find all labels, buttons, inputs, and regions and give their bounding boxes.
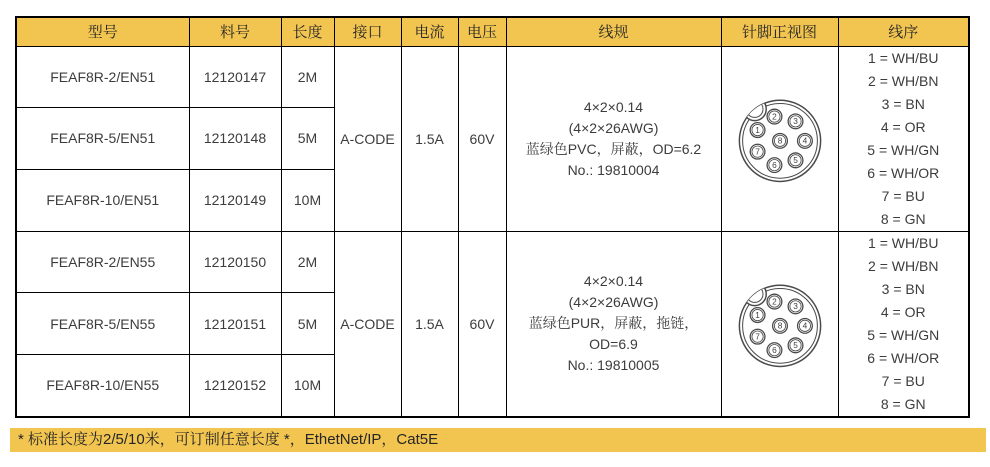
header-current: 电流 bbox=[401, 17, 458, 46]
part-no-cell: 12120152 bbox=[189, 355, 281, 417]
wire-spec-line: (4×2×26AWG) bbox=[568, 119, 659, 136]
svg-text:7: 7 bbox=[754, 146, 760, 157]
header-length: 长度 bbox=[281, 17, 334, 46]
wire-order-line: 3 = BN bbox=[881, 95, 925, 112]
part-no-cell: 12120150 bbox=[189, 231, 281, 293]
m12-8pin-connector-diagram bbox=[732, 276, 828, 372]
model-cell: FEAF8R-2/EN51 bbox=[16, 46, 189, 108]
header-interface: 接口 bbox=[334, 17, 401, 46]
length-cell: 5M bbox=[281, 293, 334, 355]
svg-text:4: 4 bbox=[802, 320, 807, 331]
m12-8pin-connector-diagram bbox=[732, 91, 828, 187]
pin-1 bbox=[750, 307, 765, 322]
wire-spec-line: OD=6.9 bbox=[589, 336, 638, 352]
footer-note: * 标准长度为2/5/10米，可订制任意长度 *，EthetNet/IP，Cat5E bbox=[10, 428, 986, 452]
pin-4 bbox=[797, 133, 812, 148]
svg-text:2: 2 bbox=[771, 295, 777, 306]
wire-spec-line: No.: 19810004 bbox=[567, 161, 660, 178]
svg-text:6: 6 bbox=[771, 159, 777, 170]
pin-5 bbox=[788, 152, 803, 167]
voltage-cell: 60V bbox=[458, 231, 506, 417]
wire-spec-line: 蓝绿色PVC，屏蔽，OD=6.2 bbox=[525, 140, 702, 157]
pin-3 bbox=[788, 298, 803, 313]
wire-order-line: 7 = BU bbox=[881, 372, 925, 389]
model-cell: FEAF8R-2/EN55 bbox=[16, 231, 189, 293]
wire-order-line: 1 = WH/BU bbox=[868, 234, 939, 251]
model-cell: FEAF8R-5/EN55 bbox=[16, 293, 189, 355]
wire-order-line: 5 = WH/GN bbox=[867, 141, 940, 158]
wire-order-line: 6 = WH/OR bbox=[867, 349, 940, 366]
pin-6 bbox=[767, 342, 782, 357]
model-cell: FEAF8R-5/EN51 bbox=[16, 108, 189, 170]
product-spec-table bbox=[15, 16, 970, 418]
svg-text:3: 3 bbox=[792, 300, 798, 311]
wire-spec-line: 4×2×0.14 bbox=[583, 98, 644, 115]
part-no-cell: 12120151 bbox=[189, 293, 281, 355]
wire-spec-line: No.: 19810005 bbox=[567, 357, 660, 373]
wire-spec-cell bbox=[506, 46, 721, 231]
model-cell: FEAF8R-10/EN51 bbox=[16, 169, 189, 231]
wire-order-line: 1 = WH/BU bbox=[868, 49, 939, 66]
pin-view-cell bbox=[721, 231, 838, 417]
pin-8 bbox=[772, 133, 787, 148]
length-cell: 5M bbox=[281, 108, 334, 170]
pin-2 bbox=[767, 109, 782, 124]
part-no-cell: 12120148 bbox=[189, 108, 281, 170]
pin-2 bbox=[767, 294, 782, 309]
current-cell: 1.5A bbox=[401, 46, 458, 231]
svg-text:5: 5 bbox=[792, 154, 798, 165]
svg-text:1: 1 bbox=[754, 124, 760, 135]
wire-order-line: 6 = WH/OR bbox=[867, 164, 940, 181]
length-cell: 10M bbox=[281, 169, 334, 231]
table-row bbox=[16, 46, 969, 108]
interface-cell: A-CODE bbox=[334, 231, 401, 417]
part-no-cell: 12120147 bbox=[189, 46, 281, 108]
wire-spec-line: 4×2×0.14 bbox=[583, 273, 644, 289]
svg-text:5: 5 bbox=[792, 339, 798, 350]
header-part-no: 料号 bbox=[189, 17, 281, 46]
wire-spec-line: (4×2×26AWG) bbox=[568, 294, 659, 310]
pin-1 bbox=[750, 122, 765, 137]
svg-text:3: 3 bbox=[792, 115, 798, 126]
wire-order-line: 8 = GN bbox=[880, 395, 926, 412]
pin-3 bbox=[788, 113, 803, 128]
wire-spec-line: 蓝绿色PUR，屏蔽，拖链， bbox=[528, 315, 699, 331]
pin-6 bbox=[767, 157, 782, 172]
length-cell: 2M bbox=[281, 46, 334, 108]
wire-spec-cell bbox=[506, 231, 721, 417]
header-wire-spec: 线规 bbox=[506, 17, 721, 46]
header-voltage: 电压 bbox=[458, 17, 506, 46]
header-model: 型号 bbox=[16, 17, 189, 46]
pin-8 bbox=[772, 318, 787, 333]
wire-order-cell bbox=[838, 46, 969, 231]
length-cell: 2M bbox=[281, 231, 334, 293]
pin-7 bbox=[750, 329, 765, 344]
pin-7 bbox=[750, 144, 765, 159]
svg-text:7: 7 bbox=[754, 331, 760, 342]
wire-order-line: 8 = GN bbox=[880, 210, 926, 227]
table-row bbox=[16, 231, 969, 293]
pin-4 bbox=[797, 318, 812, 333]
svg-text:6: 6 bbox=[771, 344, 777, 355]
svg-text:2: 2 bbox=[771, 110, 777, 121]
wire-order-line: 5 = WH/GN bbox=[867, 326, 940, 343]
wire-order-line: 4 = OR bbox=[880, 118, 926, 135]
wire-order-line: 7 = BU bbox=[881, 187, 925, 204]
length-cell: 10M bbox=[281, 355, 334, 417]
wire-order-line: 2 = WH/BN bbox=[868, 72, 939, 89]
svg-text:1: 1 bbox=[754, 309, 760, 320]
svg-text:8: 8 bbox=[777, 135, 782, 146]
header-row bbox=[16, 17, 969, 46]
wire-order-line: 4 = OR bbox=[880, 303, 926, 320]
model-cell: FEAF8R-10/EN55 bbox=[16, 355, 189, 417]
svg-text:4: 4 bbox=[802, 135, 807, 146]
header-wire-order: 线序 bbox=[838, 17, 969, 46]
header-pin-view: 针脚正视图 bbox=[721, 17, 838, 46]
wire-order-line: 3 = BN bbox=[881, 280, 925, 297]
pin-5 bbox=[788, 337, 803, 352]
interface-cell: A-CODE bbox=[334, 46, 401, 231]
part-no-cell: 12120149 bbox=[189, 169, 281, 231]
wire-order-cell bbox=[838, 231, 969, 417]
current-cell: 1.5A bbox=[401, 231, 458, 417]
svg-text:8: 8 bbox=[777, 320, 782, 331]
voltage-cell: 60V bbox=[458, 46, 506, 231]
wire-order-line: 2 = WH/BN bbox=[868, 257, 939, 274]
pin-view-cell bbox=[721, 46, 838, 231]
